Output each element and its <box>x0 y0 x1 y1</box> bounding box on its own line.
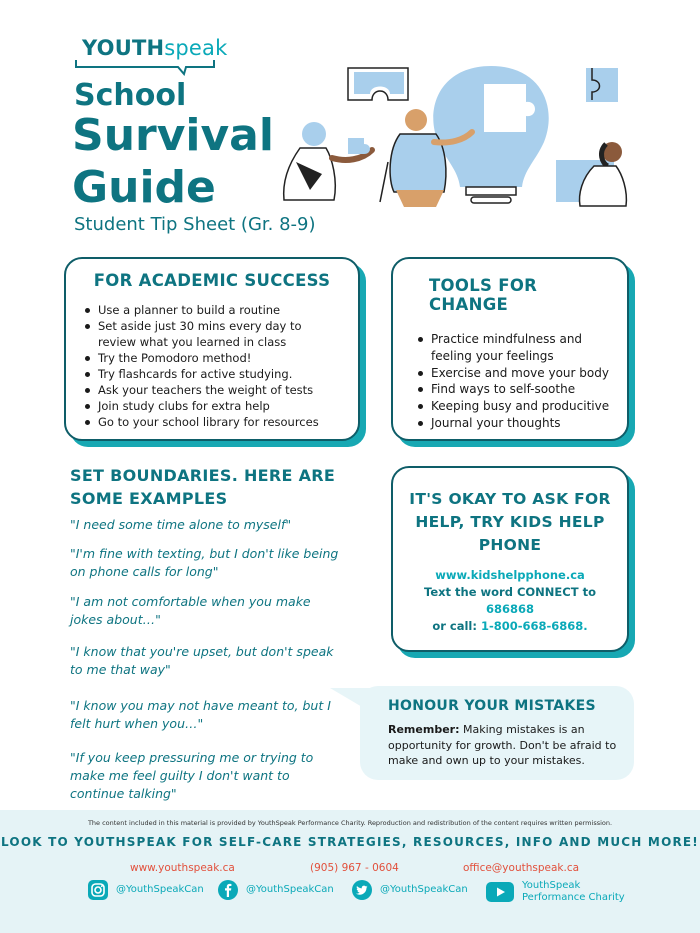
footer-cta: LOOK TO YOUTHSPEAK FOR SELF-CARE STRATEGIES, RESOURCES, INFO AND MUCH MORE! <box>1 835 699 849</box>
list-item: Exercise and move your body <box>415 365 613 382</box>
title-survival: Survival <box>72 110 274 161</box>
list-item: Practice mindfulness and feeling your feelings <box>415 331 613 365</box>
mistakes-text: Making mistakes is an opportunity for growth. Don't be afraid to make and own up to your mistakes. <box>388 723 617 767</box>
khp-heading: IT'S OKAY TO ASK FOR HELP, TRY KIDS HELP PHONE <box>409 490 611 554</box>
boundaries-heading: SET BOUNDARIES. HERE ARE SOME EXAMPLES <box>70 466 336 508</box>
twitter-link[interactable] <box>352 880 468 900</box>
academic-list <box>82 302 342 430</box>
khp-text-word: CONNECT <box>516 585 579 599</box>
youtube-link[interactable] <box>486 880 625 904</box>
honour-mistakes-bubble <box>360 686 634 780</box>
khp-text-prefix: Text the word <box>424 585 513 599</box>
logo-text-bold: YOUTH <box>82 36 165 60</box>
instagram-icon <box>88 880 108 900</box>
kids-help-phone-card <box>391 466 629 652</box>
footer <box>0 810 700 933</box>
khp-website-link[interactable]: www.kidshelpphone.ca <box>435 568 585 582</box>
youtube-line-1: YouthSpeak <box>522 880 581 891</box>
list-item: Keeping busy and producitive <box>415 398 613 415</box>
title-school: School <box>74 78 187 113</box>
facebook-handle: @YouthSpeakCan <box>246 884 334 895</box>
tools-list <box>415 331 613 432</box>
youthspeak-logo <box>74 34 228 74</box>
youtube-channel <box>522 880 625 904</box>
list-item: Ask your teachers the weight of tests <box>82 382 342 398</box>
list-item: Go to your school library for resources <box>82 414 342 430</box>
boundary-quote: "I know you may not have meant to, but I felt hurt when you…" <box>70 698 331 731</box>
boundary-quote: "I'm fine with texting, but I don't like being on phone calls for long" <box>70 546 339 579</box>
facebook-link[interactable] <box>218 880 334 900</box>
instagram-handle: @YouthSpeakCan <box>116 884 204 895</box>
list-item: Try flashcards for active studying. <box>82 366 342 382</box>
mistakes-lead: Remember: <box>388 723 460 736</box>
footer-website-link[interactable]: www.youthspeak.ca <box>130 862 235 874</box>
mistakes-heading: HONOUR YOUR MISTAKES <box>388 698 596 714</box>
khp-call-prefix: or call: <box>432 619 477 633</box>
academic-success-card <box>64 257 360 441</box>
khp-text-to: to <box>582 585 596 599</box>
twitter-icon <box>352 880 372 900</box>
logo-text <box>82 36 228 60</box>
youtube-line-2: Performance Charity <box>522 892 625 903</box>
boundary-quote: "I know that you're upset, but don't speak to me that way" <box>70 644 334 677</box>
tools-heading: TOOLS FOR CHANGE <box>429 276 538 314</box>
list-item: Use a planner to build a routine <box>82 302 342 318</box>
footer-email-link[interactable]: office@youthspeak.ca <box>463 862 580 874</box>
logo-text-light: speak <box>164 36 228 60</box>
subtitle: Student Tip Sheet (Gr. 8-9) <box>74 214 316 235</box>
tools-for-change-card <box>391 257 629 441</box>
title-guide: Guide <box>72 162 216 213</box>
khp-info <box>405 567 615 635</box>
facebook-icon <box>218 880 238 900</box>
list-item: Set aside just 30 mins every day to review what you learned in class <box>82 318 342 350</box>
instagram-link[interactable] <box>88 880 204 900</box>
mistakes-body <box>388 722 620 769</box>
list-item: Join study clubs for extra help <box>82 398 342 414</box>
boundary-quote: "I need some time alone to myself" <box>70 517 292 532</box>
list-item: Try the Pomodoro method! <box>82 350 342 366</box>
boundary-quote: "If you keep pressuring me or trying to make me feel guilty I don't want to continue talking" <box>70 750 314 801</box>
students-puzzle-illustration <box>276 62 636 212</box>
khp-text-number: 686868 <box>485 602 534 616</box>
footer-phone[interactable]: (905) 967 - 0604 <box>310 862 399 874</box>
boundary-quote: "I am not comfortable when you make jokes about…" <box>70 594 311 627</box>
academic-heading: FOR ACADEMIC SUCCESS <box>93 271 331 290</box>
disclaimer: The content included in this material is provided by YouthSpeak Performance Charity. Reproduction and redistribution of the content requires written permission. <box>87 819 613 827</box>
twitter-handle: @YouthSpeakCan <box>380 884 468 895</box>
youtube-icon <box>486 882 514 902</box>
khp-call-number[interactable]: 1-800-668-6868. <box>480 619 588 633</box>
list-item: Journal your thoughts <box>415 415 613 432</box>
list-item: Find ways to self-soothe <box>415 381 613 398</box>
